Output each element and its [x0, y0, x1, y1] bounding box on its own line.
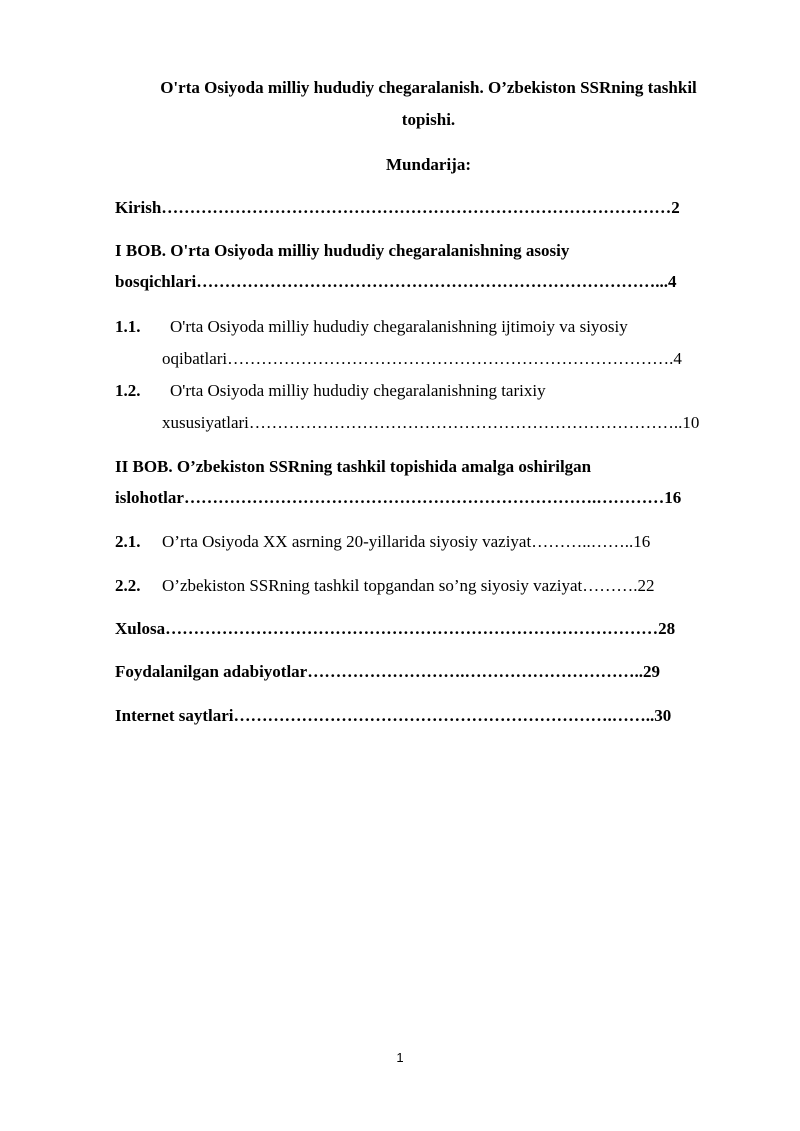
toc-entry-internet: Internet saytlari………………………………………………………….……..30 [115, 706, 672, 725]
toc-entry-bob1-line1: I BOB. O'rta Osiyoda milliy hududiy chegaralanishning asosiy [115, 241, 570, 260]
toc-section-number-1-1: 1.1. [115, 317, 141, 336]
toc-section-number-1-2: 1.2. [115, 381, 141, 400]
toc-entry-2-1: O’rta Osiyoda XX asrning 20-yillarida siyosiy vaziyat………..……..16 [162, 532, 651, 551]
toc-entry-kirish: Kirish………………………………………………………………………………2 [115, 198, 680, 217]
toc-section-number-2-2: 2.2. [115, 576, 141, 595]
toc-section-number-2-1: 2.1. [115, 532, 141, 551]
toc-entry-bob2-line1: II BOB. O’zbekiston SSRning tashkil topishida amalga oshirilgan [115, 457, 592, 476]
toc-entry-1-1-line1: O'rta Osiyoda milliy hududiy chegaralanishning ijtimoiy va siyosiy [170, 317, 628, 336]
toc-entry-bob1-line2: bosqichlari………………………………………………………………………...4 [115, 272, 677, 291]
toc-entry-1-2-line2: xususiyatlari…………………………………………………………………..10 [162, 413, 700, 432]
page-number: 1 [396, 1050, 404, 1065]
toc-entry-xulosa: Xulosa……………………………………………………………………………28 [115, 619, 676, 638]
toc-heading: Mundarija: [386, 155, 471, 174]
document-title-line-2: topishi. [401, 110, 456, 129]
toc-entry-adabiyotlar: Foydalanilgan adabiyotlar……………………….…………………………..29 [115, 662, 660, 681]
toc-entry-bob2-line2: islohotlar……………………………………………………………….…………16 [115, 488, 682, 507]
toc-entry-2-2: O’zbekiston SSRning tashkil topgandan so’ng siyosiy vaziyat……….22 [162, 576, 655, 595]
document-title-line-1: O'rta Osiyoda milliy hududiy chegaralanish. O’zbekiston SSRning tashkil [160, 78, 697, 97]
toc-entry-1-1-line2: oqibatlari…………………………………………………………………….4 [162, 349, 682, 368]
toc-entry-1-2-line1: O'rta Osiyoda milliy hududiy chegaralanishning tarixiy [170, 381, 546, 400]
